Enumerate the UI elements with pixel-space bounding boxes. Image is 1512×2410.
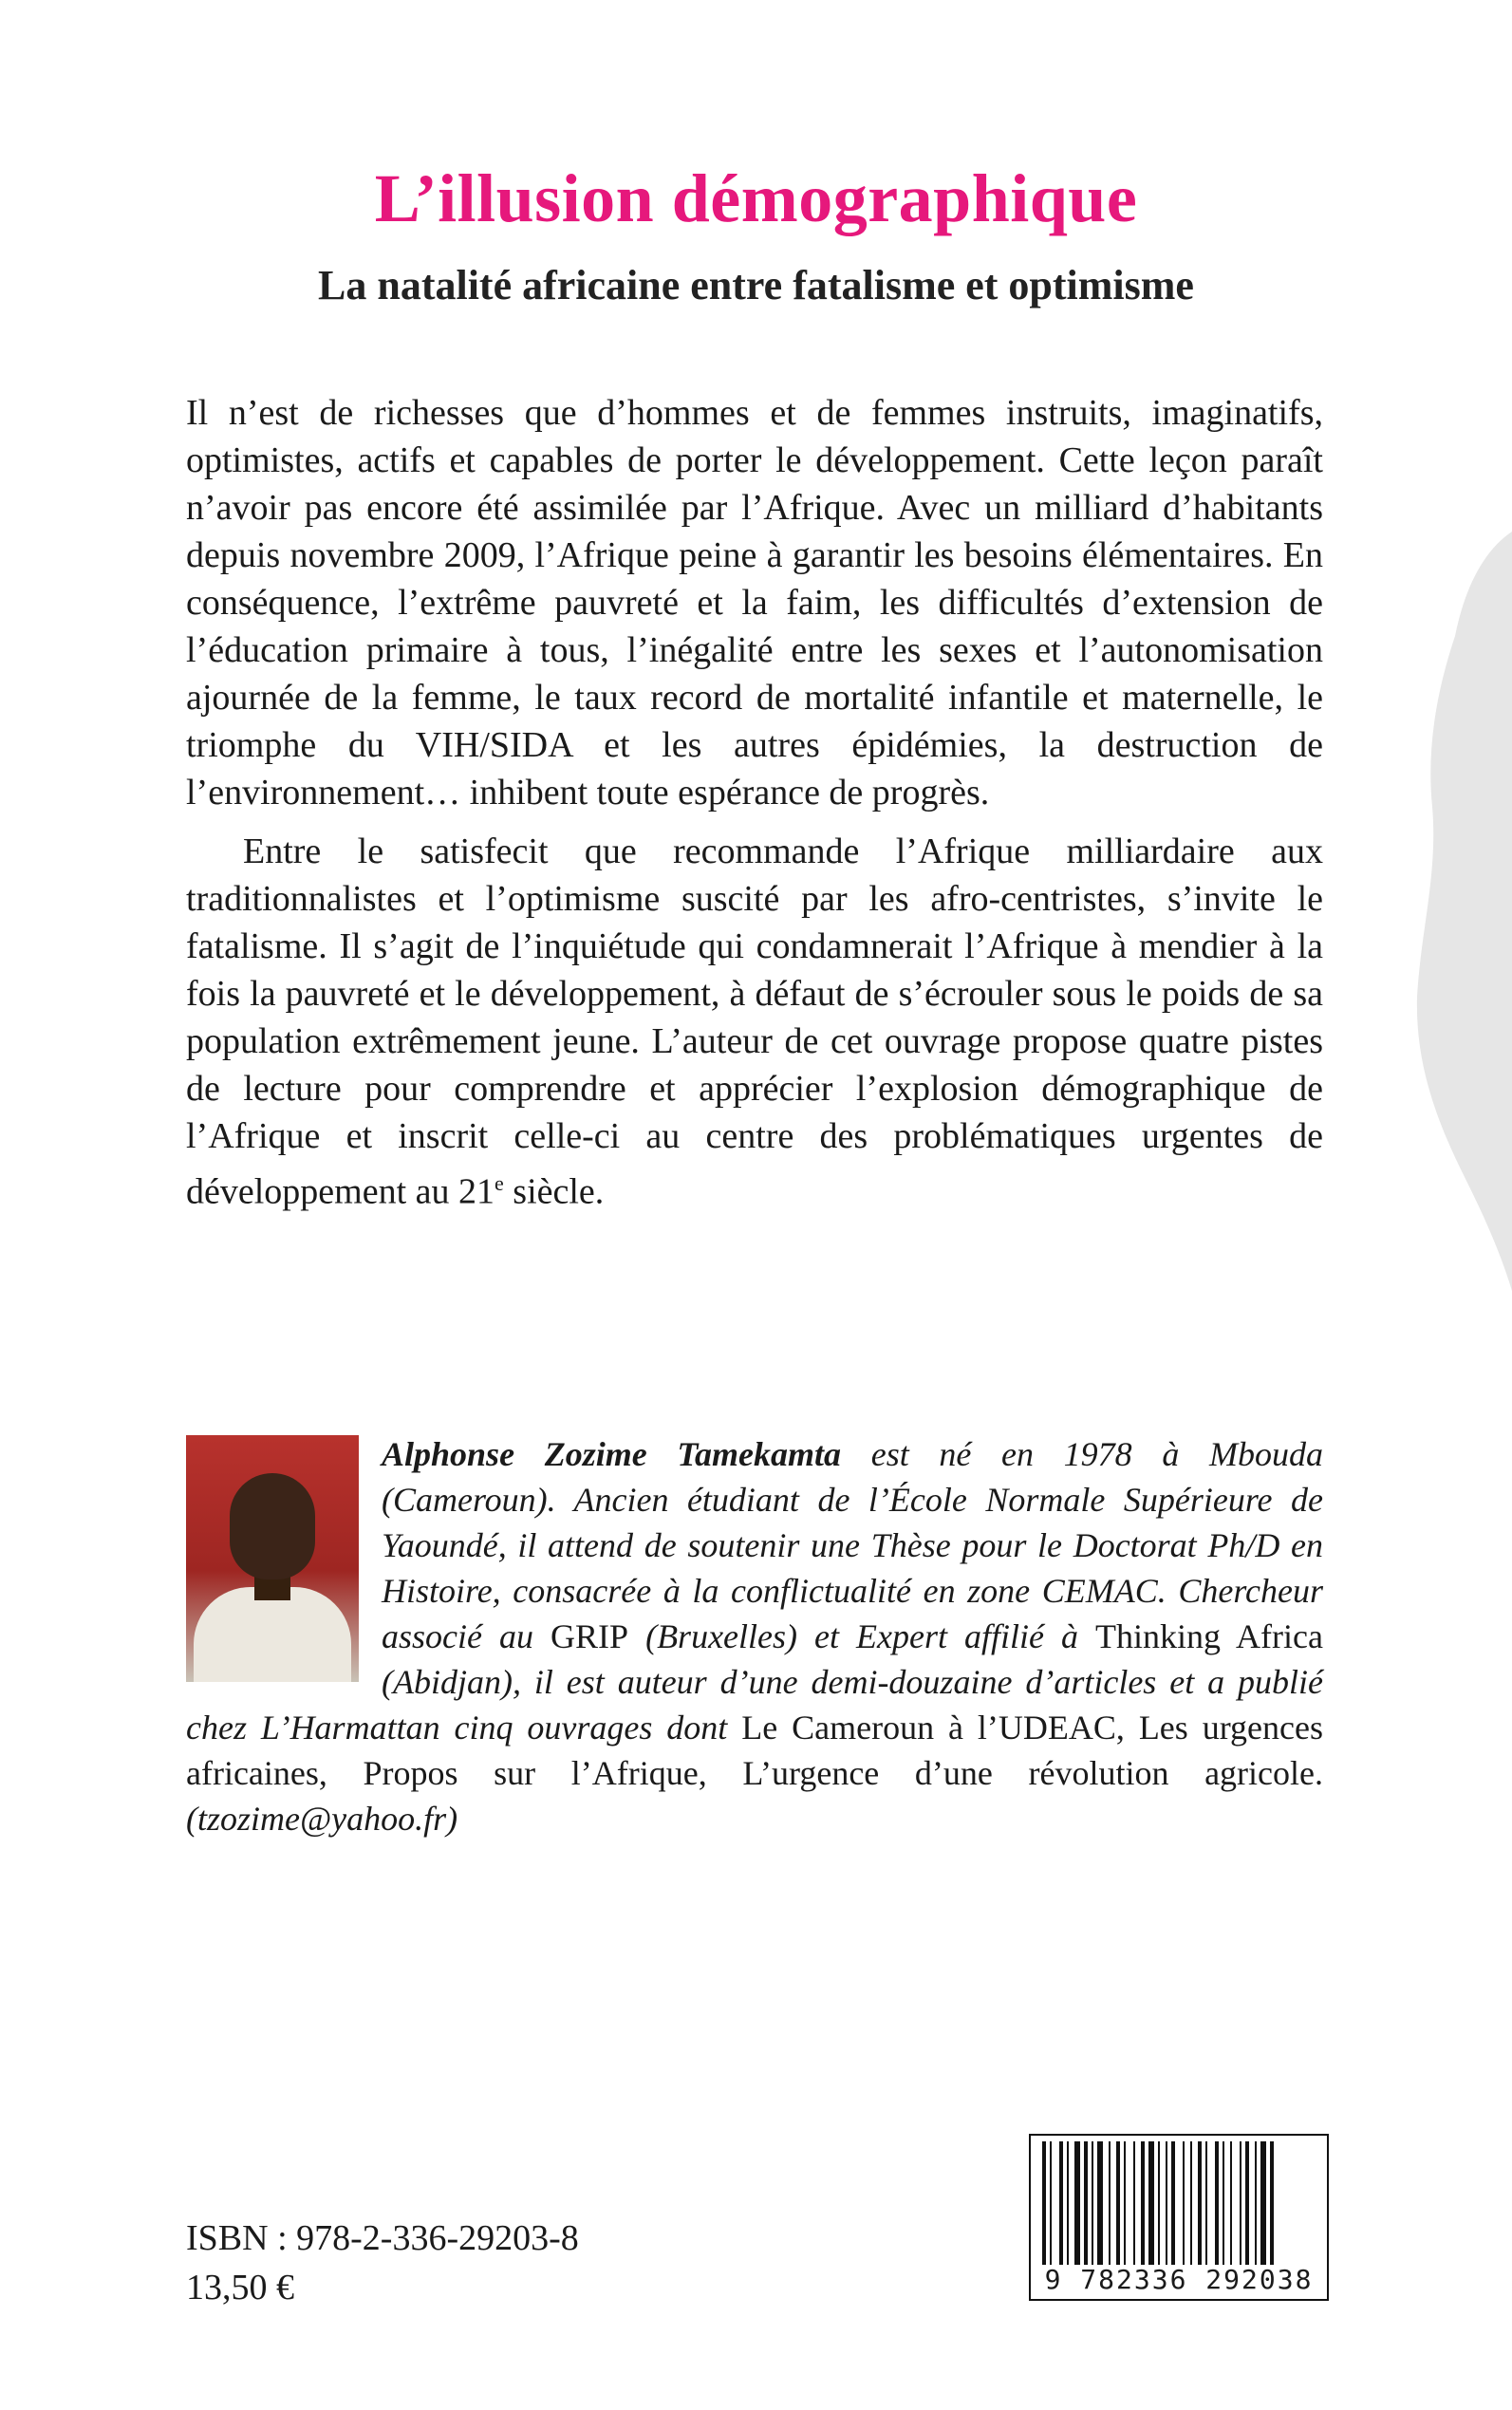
century-superscript: e — [495, 1171, 504, 1195]
bio-text-3: (Abidjan), il est auteur d’une demi-douzaine d’articles et a publié chez L’Harmattan cinq ouvrages dont — [186, 1663, 1323, 1747]
bio-text-2: (Bruxelles) et Expert affilié à — [628, 1617, 1096, 1655]
summary-paragraph-2-end: siècle. — [503, 1171, 605, 1212]
barcode-number: 9 782336 292038 — [1044, 2264, 1314, 2295]
author-bio — [186, 1431, 1323, 1841]
decorative-map-shape — [1398, 532, 1512, 1291]
summary-paragraph-2 — [186, 828, 1323, 1216]
summary-paragraph-2-text: Entre le satisfecit que recommande l’Afrique milliardaire aux traditionnalistes et l’optimisme suscité par les afro-centristes, s’invite le fatalisme. Il s’agit de l’inquiétude qui condamnerait l’Afrique à mendier à la fois la pauvreté et le développement, à défaut de s’écrouler sous le poids de sa population extrêmement jeune. L’auteur de cet ouvrage propose quatre pistes de lecture pour comprendre et apprécier l’explosion démographique de l’Afrique et inscrit celle-ci au centre des problématiques urgentes de développement au 21 — [186, 831, 1323, 1212]
author-name: Alphonse Zozime Tamekamta — [382, 1435, 842, 1473]
bio-books: Le Cameroun à l’UDEAC, Les urgences africaines, Propos sur l’Afrique, L’urgence d’une révolution agricole. — [186, 1709, 1324, 1792]
summary-text — [186, 389, 1323, 1216]
isbn: ISBN : 978-2-336-29203-8 — [186, 2218, 579, 2258]
barcode-bars — [1031, 2141, 1327, 2265]
bio-text-1: est né en 1978 à Mbouda (Cameroun). Ancien étudiant de l’École Normale Supérieure de Yaoundé, il attend de soutenir une Thèse pour le Doctorat Ph/D en Histoire, consacrée à la conflictualité en zone CEMAC. Chercheur associé au — [382, 1435, 1324, 1655]
book-subtitle: La natalité africaine entre fatalisme et optimisme — [318, 262, 1194, 308]
bio-thinking-africa: Thinking Africa — [1095, 1617, 1323, 1655]
book-title: L’illusion démographique — [374, 160, 1138, 236]
barcode — [1029, 2134, 1329, 2301]
author-email: (tzozime@yahoo.fr) — [186, 1800, 458, 1838]
author-photo — [186, 1435, 359, 1682]
price: 13,50 € — [186, 2268, 294, 2307]
summary-paragraph-1: Il n’est de richesses que d’hommes et de femmes instruits, imaginatifs, optimistes, actifs et capables de porter le développement. Cette leçon paraît n’avoir pas encore été assimilée par l’Afrique. Avec un milliard d’habitants depuis novembre 2009, l’Afrique peine à garantir les besoins élémentaires. En conséquence, l’extrême pauvreté et la faim, les difficultés d’extension de l’éducation primaire à tous, l’inégalité entre les sexes et l’autonomisation ajournée de la femme, le taux record de mortalité infantile et maternelle, le triomphe du VIH/SIDA et les autres épidémies, la destruction de l’environnement… inhibent toute espérance de progrès. — [186, 393, 1323, 813]
bio-grip: GRIP — [551, 1617, 629, 1655]
